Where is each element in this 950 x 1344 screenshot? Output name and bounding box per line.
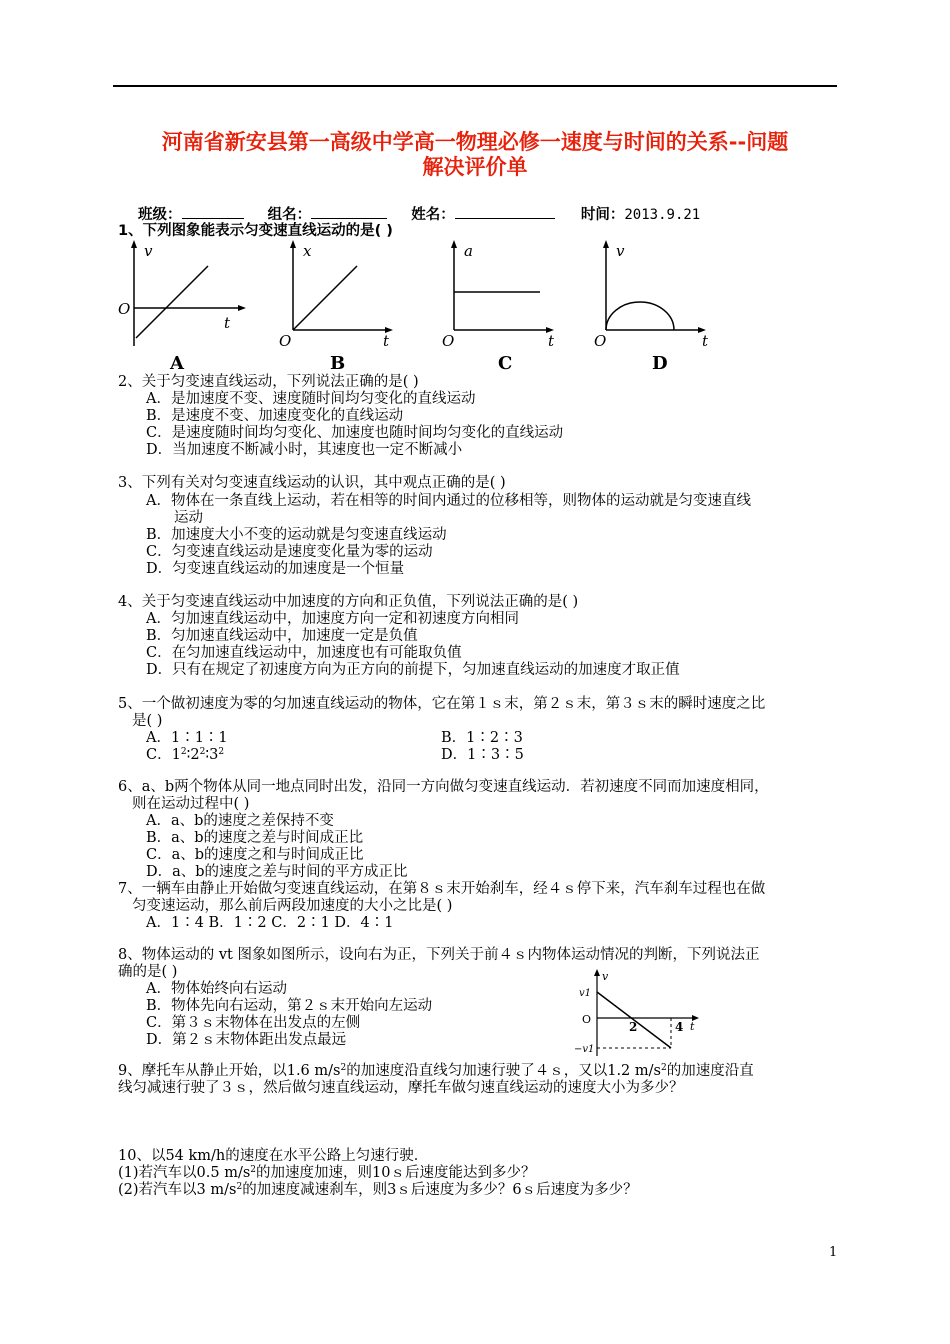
q2-option-c: C．是速度随时间均匀变化、加速度也随时间均匀变化的直线运动 (146, 425, 564, 441)
q7-options: A．1∶4 B．1∶2 C．2∶1 D．4∶1 (146, 915, 394, 931)
q6-stem: 6、a、b两个物体从同一地点同时出发，沿同一方向做匀变速直线运动．若初速度不同而加速度相同， (118, 779, 769, 795)
graph-c-ylabel: a (464, 242, 473, 260)
q10-stem: 10、以54 km/h的速度在水平公路上匀速行驶． (118, 1148, 429, 1164)
q2-option-d: D．当加速度不断减小时，其速度也一定不断减小 (146, 442, 463, 458)
name-field[interactable] (455, 204, 555, 219)
graph-a-label: A (170, 353, 184, 374)
graph-b-ylabel: x (303, 242, 312, 260)
q3-option-a: A．物体在一条直线上运动，若在相等的时间内通过的位移相等，则物体的运动就是匀变速直线 (146, 493, 751, 509)
name-label: 姓名： (411, 207, 455, 223)
q8-stem: 8、物体运动的 vt 图象如图所示，设向右为正，下列关于前４ｓ内物体运动情况的判断，下列说法正 (118, 947, 760, 963)
q8-y-arrow (594, 969, 600, 976)
graph-c-label: C (498, 353, 513, 374)
q10-part2-b: 的加速度减速刹车，则3ｓ后速度为多少？6ｓ后速度为多少？ (242, 1182, 638, 1198)
time-label: 时间： (580, 207, 625, 223)
q4-option-d: D．只有在规定了初速度方向为正方向的前提下，匀加速直线运动的加速度才取正值 (146, 662, 680, 678)
graph-b-y-arrow (290, 240, 296, 248)
q4-stem: 4、关于匀变速直线运动中加速度的方向和正负值，下列说法正确的是( ) (118, 594, 579, 610)
q8-mark-4: 4 (675, 1020, 684, 1034)
q8-option-a: A．物体始终向右运动 (146, 981, 287, 997)
q10-part2-a: (2)若汽车以3 m/s (118, 1182, 237, 1198)
q8-option-c: C．第３ｓ末物体在出发点的左侧 (146, 1015, 361, 1031)
q2-stem: 2、关于匀变速直线运动，下列说法正确的是( ) (118, 374, 419, 390)
graph-a-x-arrow (238, 305, 246, 311)
graph-d-y-arrow (603, 240, 609, 248)
q10-part1-a: (1)若汽车以0.5 m/s (118, 1165, 251, 1181)
q3-option-b: B．加速度大小不变的运动就是匀变速直线运动 (146, 527, 447, 543)
q7-stem-cont: 匀变速运动，那么前后两段加速度的大小之比是( ) (132, 898, 453, 914)
q9-sup-1: 2 (340, 1063, 347, 1073)
graph-a-line (136, 266, 208, 338)
q6-stem-cont: 则在运动过程中( ) (132, 796, 250, 812)
q7-stem: 7、一辆车由静止开始做匀变速直线运动，在第８ｓ末开始刹车，经４ｓ停下来，汽车刹车过程也在做 (118, 881, 766, 897)
graph-c-xlabel: t (548, 332, 555, 350)
q10-sup-1: 2 (250, 1165, 257, 1175)
student-info-row (138, 203, 700, 224)
q10-sup-2: 2 (236, 1182, 243, 1192)
q5-option-c: C．$1^2∶2^2∶3^2$ (146, 747, 225, 763)
time-value: 2013.9.21 (624, 207, 701, 223)
q3-stem: 3、下列有关对匀变速直线运动的认识，其中观点正确的是( ) (118, 475, 506, 491)
graph-b-xlabel: t (383, 332, 390, 350)
q5-option-c-prefix: C． (146, 747, 172, 763)
q9-line2: 线匀减速行驶了３ｓ，然后做匀速直线运动，摩托车做匀速直线运动的速度大小为多少？ (118, 1080, 684, 1096)
graph-a-y-arrow (131, 240, 137, 248)
graph-b-line (293, 266, 357, 330)
q8-origin: O (582, 1013, 592, 1026)
group-label: 组名： (267, 207, 312, 223)
q6-option-c: C．a、b的速度之和与时间成正比 (146, 847, 364, 863)
q8-vt-graph (573, 968, 703, 1060)
q5-c-exp-2: 2 (199, 747, 206, 757)
q9-line1 (118, 1063, 754, 1080)
q5-option-d: D．1∶3∶5 (441, 747, 524, 763)
q9-line1-c: 的加速度沿直 (666, 1063, 754, 1079)
q9-line1-a: 9、摩托车从静止开始，以1.6 m/s (118, 1063, 341, 1079)
graph-a-ylabel: v (144, 242, 153, 260)
q2-option-a: A．是加速度不变、速度随时间均匀变化的直线运动 (146, 391, 476, 407)
graph-a-origin: O (118, 300, 131, 318)
q6-option-d: D．a、b的速度之差与时间的平方成正比 (146, 864, 408, 880)
graph-b-origin: O (279, 332, 292, 350)
group-field[interactable] (311, 204, 387, 219)
q8-xlabel: t (690, 1020, 695, 1033)
page-title-line2: 解决评价单 (422, 155, 528, 179)
graph-d (590, 238, 730, 350)
graph-c-origin: O (442, 332, 455, 350)
q5-c-base-1: 1 (171, 747, 181, 763)
q8-option-d: D．第２ｓ末物体距出发点最远 (146, 1032, 347, 1048)
q3-option-c: C．匀变速直线运动是速度变化量为零的运动 (146, 544, 433, 560)
q8-mark-2: 2 (629, 1020, 638, 1034)
q5-option-b: B．1∶2∶3 (441, 730, 523, 746)
q5-c-base-3: 3 (209, 747, 219, 763)
q8-option-b: B．物体先向右运动，第２ｓ末开始向左运动 (146, 998, 433, 1014)
page-number: 1 (829, 1245, 838, 1260)
class-label: 班级： (138, 207, 182, 223)
page-title: 河南省新安县第一高级中学高一物理必修一速度与时间的关系--问题 (161, 130, 789, 154)
q5-stem: 5、一个做初速度为零的匀加速直线运动的物体，它在第１ｓ末，第２ｓ末，第３ｓ末的瞬时速度之比 (118, 696, 766, 712)
q10-part1-b: 的加速度加速，则10ｓ后速度能达到多少？ (256, 1165, 536, 1181)
q5-c-base-2: 2 (190, 747, 200, 763)
graph-c-y-arrow (451, 240, 457, 248)
q4-option-a: A．匀加速直线运动中，加速度方向一定和初速度方向相同 (146, 611, 519, 627)
q4-option-c: C．在匀加速直线运动中，加速度也有可能取负值 (146, 645, 462, 661)
header-rule (113, 85, 837, 87)
graph-d-origin: O (594, 332, 607, 350)
q9-sup-2: 2 (660, 1063, 667, 1073)
q3-option-d: D．匀变速直线运动的加速度是一个恒量 (146, 561, 405, 577)
graph-b (275, 238, 415, 350)
q5-c-exp-1: 2 (180, 747, 187, 757)
q5-option-a: A．1∶1∶1 (146, 730, 228, 746)
graph-a (112, 238, 252, 350)
q2-option-b: B．是速度不变、加速度变化的直线运动 (146, 408, 404, 424)
q8-neg-v1-label: −v1 (574, 1044, 595, 1055)
graph-a-xlabel: t (224, 314, 231, 332)
q5-c-exp-3: 2 (218, 747, 225, 757)
q8-stem-cont: 确的是( ) (118, 964, 178, 980)
q4-option-b: B．匀加速直线运动中，加速度一定是负值 (146, 628, 418, 644)
q6-option-b: B．a、b的速度之差与时间成正比 (146, 830, 364, 846)
q1-stem: 1、下列图象能表示匀变速直线运动的是( ) (118, 223, 393, 239)
q5-stem-cont: 是( ) (132, 713, 163, 729)
graph-c (438, 238, 578, 350)
graph-d-curve (606, 302, 674, 330)
graph-d-xlabel: t (702, 332, 709, 350)
class-field[interactable] (182, 204, 244, 219)
graph-b-label: B (330, 353, 346, 374)
q10-part1 (118, 1165, 535, 1182)
graph-d-label: D (652, 353, 668, 374)
q8-ylabel: v (602, 970, 609, 983)
graph-d-ylabel: v (616, 242, 625, 260)
q10-part2 (118, 1182, 638, 1199)
q3-option-a-cont: 运动 (174, 510, 203, 526)
q9-line1-b: 的加速度沿直线匀加速行驶了４ｓ，又以1.2 m/s (346, 1063, 661, 1079)
q6-option-a: A．a、b的速度之差保持不变 (146, 813, 334, 829)
q8-v1-label: v1 (579, 988, 592, 999)
